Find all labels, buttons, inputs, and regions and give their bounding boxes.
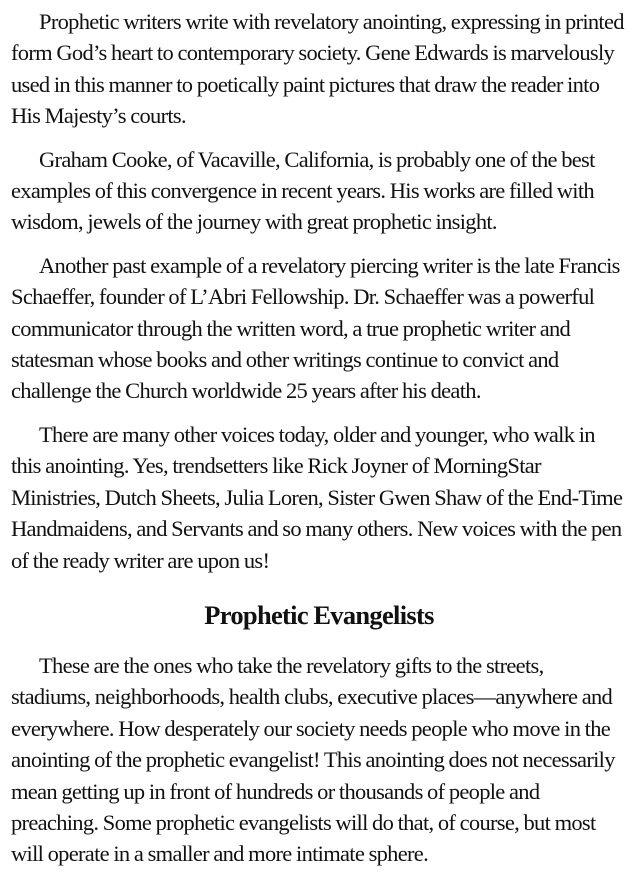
section-heading: Prophetic Evangelists [204, 599, 434, 630]
paragraph-prophetic-writers: Prophetic writers write with revelatory anointing, expressing in printed form God’s heart to contemporary society. Gene Edwards is marvelously used in this manner to poetically paint pictures that draw the reader into His Majesty’s courts. [11, 9, 624, 129]
paragraph-other-voices: There are many other voices today, older and younger, who walk in this anointing. Yes, trendsetters like Rick Joyner of MorningStar Ministries, Dutch Sheets, Julia Loren, Sister Gwen Shaw of the End-Time Handmaidens, and Servants and so many others. New voices with the pen of the ready writer are upon us! [11, 421, 623, 573]
paragraph-prophetic-evangelists: These are the ones who take the revelatory gifts to the streets, stadiums, neighborhoods, health clubs, executive places—anywhere and everywhere. How desperately our society needs people who move in the anointing of the prophetic evangelist! This anointing does not necessarily mean getting up in front of hundreds or thousands of people and preaching. Some prophetic evangelists will do that, of course, but most will operate in a smaller and more intimate sphere. [11, 652, 615, 867]
paragraph-graham-cooke: Graham Cooke, of Vacaville, California, is probably one of the best examples of this convergence in recent years. His works are filled with wisdom, jewels of the journey with great prophetic insight. [11, 146, 595, 235]
book-page [11, 6, 627, 882]
paragraph-francis-schaeffer: Another past example of a revelatory piercing writer is the late Francis Schaeffer, founder of L’Abri Fellowship. Dr. Schaeffer was a powerful communicator through the written word, a true prophetic writer and statesman whose books and other writings continue to convict and challenge the Church worldwide 25 years after his death. [11, 252, 620, 404]
